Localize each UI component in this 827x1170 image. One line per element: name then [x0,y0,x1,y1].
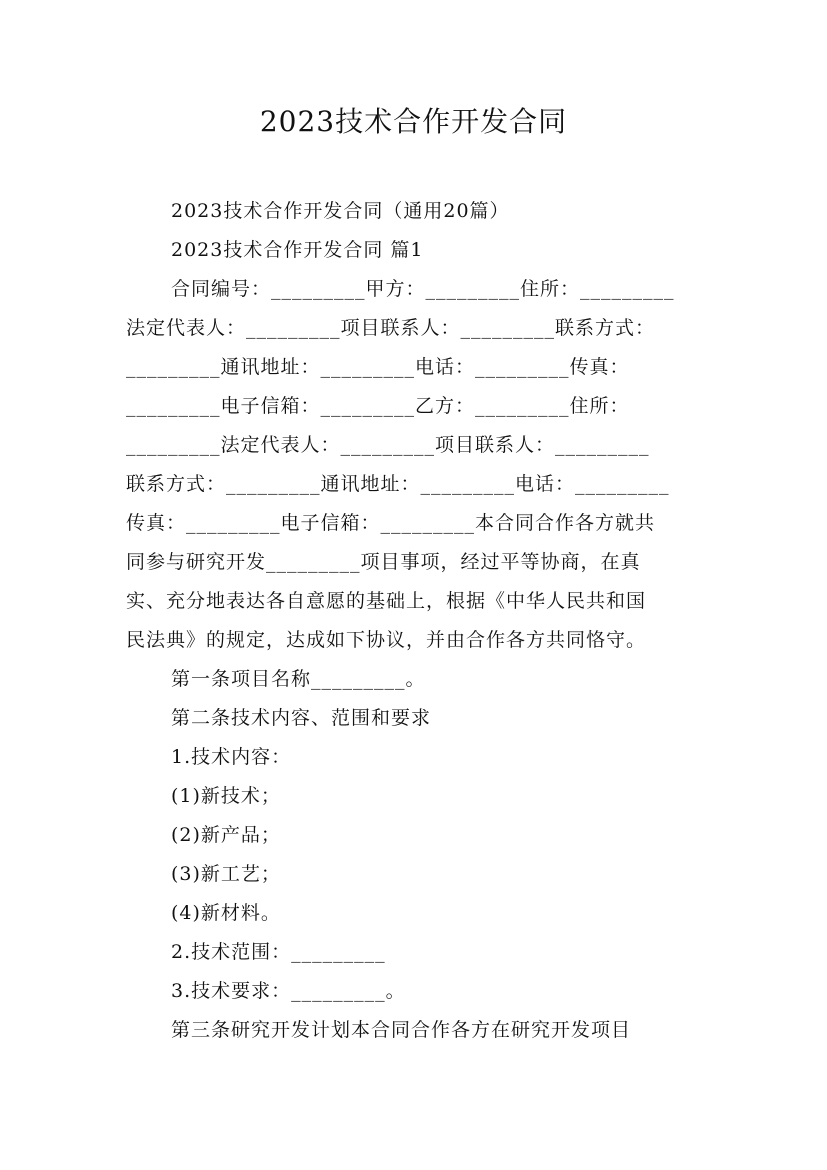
body-line: _________电子信箱：_________乙方：_________住所： [126,395,630,417]
document-title: 2023技术合作开发合同 [259,105,568,138]
body-line: 同参与研究开发_________项目事项，经过平等协商，在真 [126,551,641,573]
section-heading-line: 2023技术合作开发合同 篇1 [171,239,424,261]
clause-line: 第三条研究开发计划本合同合作各方在研究开发项目 [171,1019,632,1041]
body-line: 合同编号：_________甲方：_________住所：_________ [171,278,675,300]
body-line: 法定代表人：_________项目联系人：_________联系方式： [126,317,656,339]
list-item: 1.技术内容： [171,746,292,768]
body-line: _________通讯地址：_________电话：_________传真： [126,356,630,378]
list-item: 2.技术范围：_________ [171,941,386,963]
list-item: (1)新技术； [171,785,281,807]
subtitle-line: 2023技术合作开发合同（通用20篇） [171,200,510,222]
list-item: (2)新产品； [171,824,281,846]
body-line: 传真：_________电子信箱：_________本合同合作各方就共 [126,512,656,534]
body-line: 民法典》的规定，达成如下协议，并由合作各方共同恪守。 [126,629,647,651]
list-item: (4)新材料。 [171,902,281,924]
body-line: 联系方式：_________通讯地址：_________电话：_________ [126,473,670,495]
body-line: 实、充分地表达各自意愿的基础上，根据《中华人民共和国 [126,590,647,612]
clause-line: 第二条技术内容、范围和要求 [171,707,432,729]
list-item: 3.技术要求：_________。 [171,980,406,1002]
list-item: (3)新工艺； [171,863,281,885]
body-line: _________法定代表人：_________项目联系人：_________ [126,434,650,456]
clause-line: 第一条项目名称_________。 [171,668,426,690]
